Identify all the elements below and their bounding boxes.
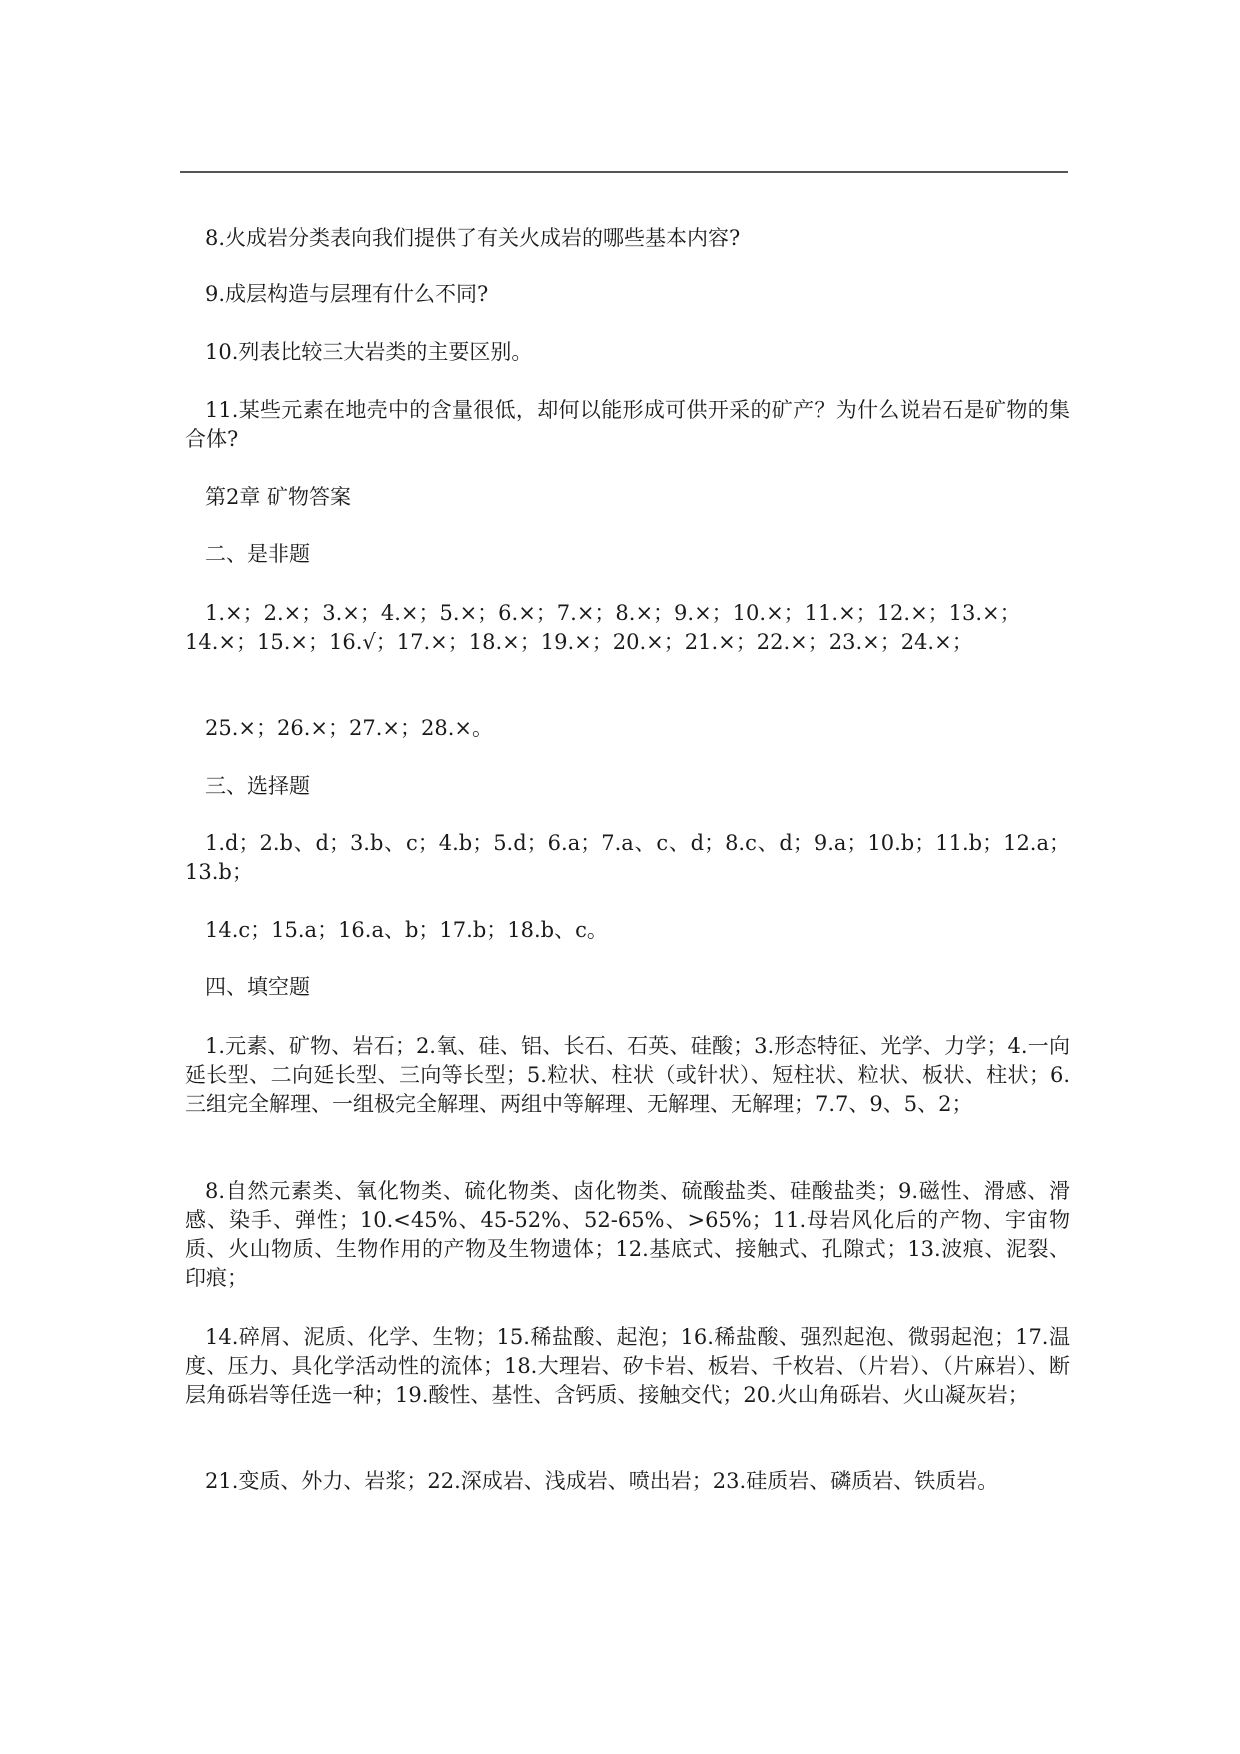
chapter-title: 第2章 矿物答案 xyxy=(205,485,352,509)
fill-blank-answers-2: 8.自然元素类、氧化物类、硫化物类、卤化物类、硫酸盐类、硅酸盐类；9.磁性、滑感、滑感、染手、弹性；10.<45%、45-52%、52-65%、>65%；11.母岩风化后的产物、宇宙物质、火山物质、生物作用的产物及生物遗体；12.基底式、接触式、孔隙式；13.波痕、泥裂、印痕； xyxy=(185,1179,1070,1290)
question-10: 10.列表比较三大岩类的主要区别。 xyxy=(205,340,533,364)
fill-blank-answers-4: 21.变质、外力、岩浆；22.深成岩、浅成岩、喷出岩；23.硅质岩、磷质岩、铁质岩。 xyxy=(205,1469,999,1493)
section-heading-true-false: 二、是非题 xyxy=(205,542,310,566)
question-8: 8.火成岩分类表向我们提供了有关火成岩的哪些基本内容? xyxy=(205,226,741,250)
section-heading-choice: 三、选择题 xyxy=(205,774,310,798)
choice-answers-1: 1.d；2.b、d；3.b、c；4.b；5.d；6.a；7.a、c、d；8.c、d；9.a；10.b；11.b；12.a；13.b； xyxy=(185,831,1070,884)
true-false-answers-2: 25.×；26.×；27.×；28.×。 xyxy=(205,716,493,740)
header-rule xyxy=(180,171,1068,173)
section-heading-fill-blank: 四、填空题 xyxy=(205,975,310,999)
fill-blank-answers-3: 14.碎屑、泥质、化学、生物；15.稀盐酸、起泡；16.稀盐酸、强烈起泡、微弱起泡；17.温度、压力、具化学活动性的流体；18.大理岩、矽卡岩、板岩、千枚岩、（片岩）、（片麻岩）、断层角砾岩等任选一种；19.酸性、基性、含钙质、接触交代；20.火山角砾岩、火山凝灰岩； xyxy=(185,1325,1070,1407)
true-false-answers-1: 1.×；2.×；3.×；4.×；5.×；6.×；7.×；8.×；9.×；10.×；11.×；12.×；13.×；14.×；15.×；16.√；17.×；18.×；19.×；20.×；21.×；22.×；23.×；24.×； xyxy=(185,601,1021,654)
choice-answers-2: 14.c；15.a；16.a、b；17.b；18.b、c。 xyxy=(205,918,608,942)
question-11: 11.某些元素在地壳中的含量很低，却何以能形成可供开采的矿产？为什么说岩石是矿物的集合体? xyxy=(185,398,1070,451)
fill-blank-answers-1: 1.元素、矿物、岩石；2.氧、硅、铝、长石、石英、硅酸；3.形态特征、光学、力学；4.一向延长型、二向延长型、三向等长型；5.粒状、柱状（或针状）、短柱状、粒状、板状、柱状；6.三组完全解理、一组极完全解理、两组中等解理、无解理、无解理；7.7、9、5、2； xyxy=(185,1034,1070,1116)
question-9: 9.成层构造与层理有什么不同? xyxy=(205,282,489,306)
